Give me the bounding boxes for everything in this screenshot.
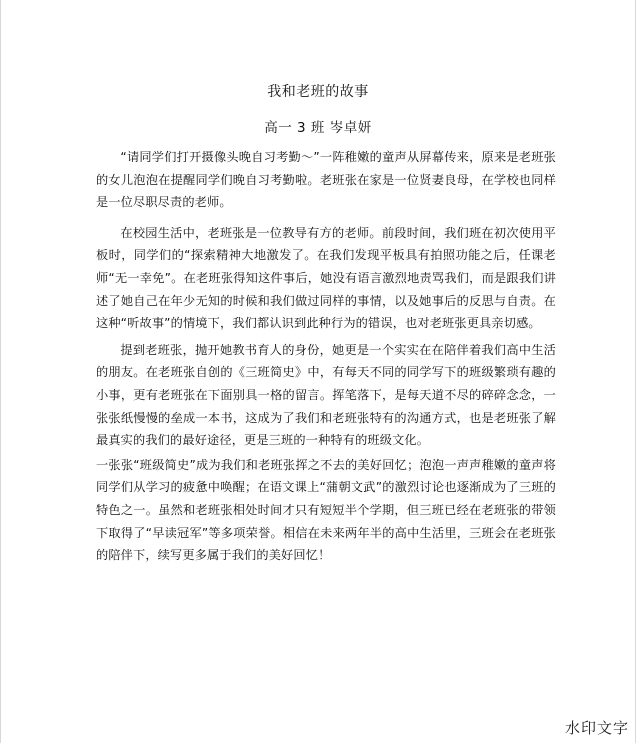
document-title: 我和老班的故事	[267, 84, 369, 100]
watermark-text: 水印文字	[564, 719, 629, 737]
document-body	[96, 146, 556, 569]
paragraph-1: “请同学们打开摄像头晚自习考勤～”一阵稚嫩的童声从屏幕传来，原来是老班张的女儿泡泡在提醒同学们晚自习考勤啦。老班张在家是一位贤妻良母，在学校也同样是一位尽职尽责的老师。	[96, 150, 556, 210]
paragraph-3: 提到老班张，抛开她教书育人的身份，她更是一个实实在在陪伴着我们高中生活的朋友。在老班张自创的《三班简史》中，有每天不同的同学写下的班级繁琐有趣的小事，更有老班张在下面别具一格的留言。挥笔落下，是每天道不尽的碎碎念念，一张张纸慢慢的垒成一本书，这成为了我们和老班张特有的沟通方式，也是老班张了解最真实的我们的最好途径，更是三班的一种特有的班级文化。	[96, 342, 556, 448]
author-byline: 高一 3 班 岑卓妍	[264, 120, 372, 136]
paragraph-4: 一张张“班级简史”成为我们和老班张挥之不去的美好回忆；泡泡一声声稚嫩的童声将同学们从学习的疲惫中唤醒；在语文课上“蒲朝文武”的激烈讨论也逐渐成为了三班的特色之一。虽然和老班张相处时间才只有短短半个学期，但三班已经在老班张的带领下取得了“早读冠军”等多项荣誉。相信在未来两年半的高中生活里，三班会在老班张的陪伴下，续写更多属于我们的美好回忆！	[96, 457, 556, 563]
paragraph-2: 在校园生活中，老班张是一位教导有方的老师。前段时间，我们班在初次使用平板时，同学们的“探索精神大地激发了。在我们发现平板具有拍照功能之后，任课老师“无一幸免”。在老班张得知这件事后，她没有语言激烈地责骂我们，而是跟我们讲述了她自己在年少无知的时候和我们做过同样的事情，以及她事后的反思与自责。在这种“听故事”的情境下，我们都认识到此种行为的错误，也对老班张更具亲切感。	[96, 225, 556, 331]
